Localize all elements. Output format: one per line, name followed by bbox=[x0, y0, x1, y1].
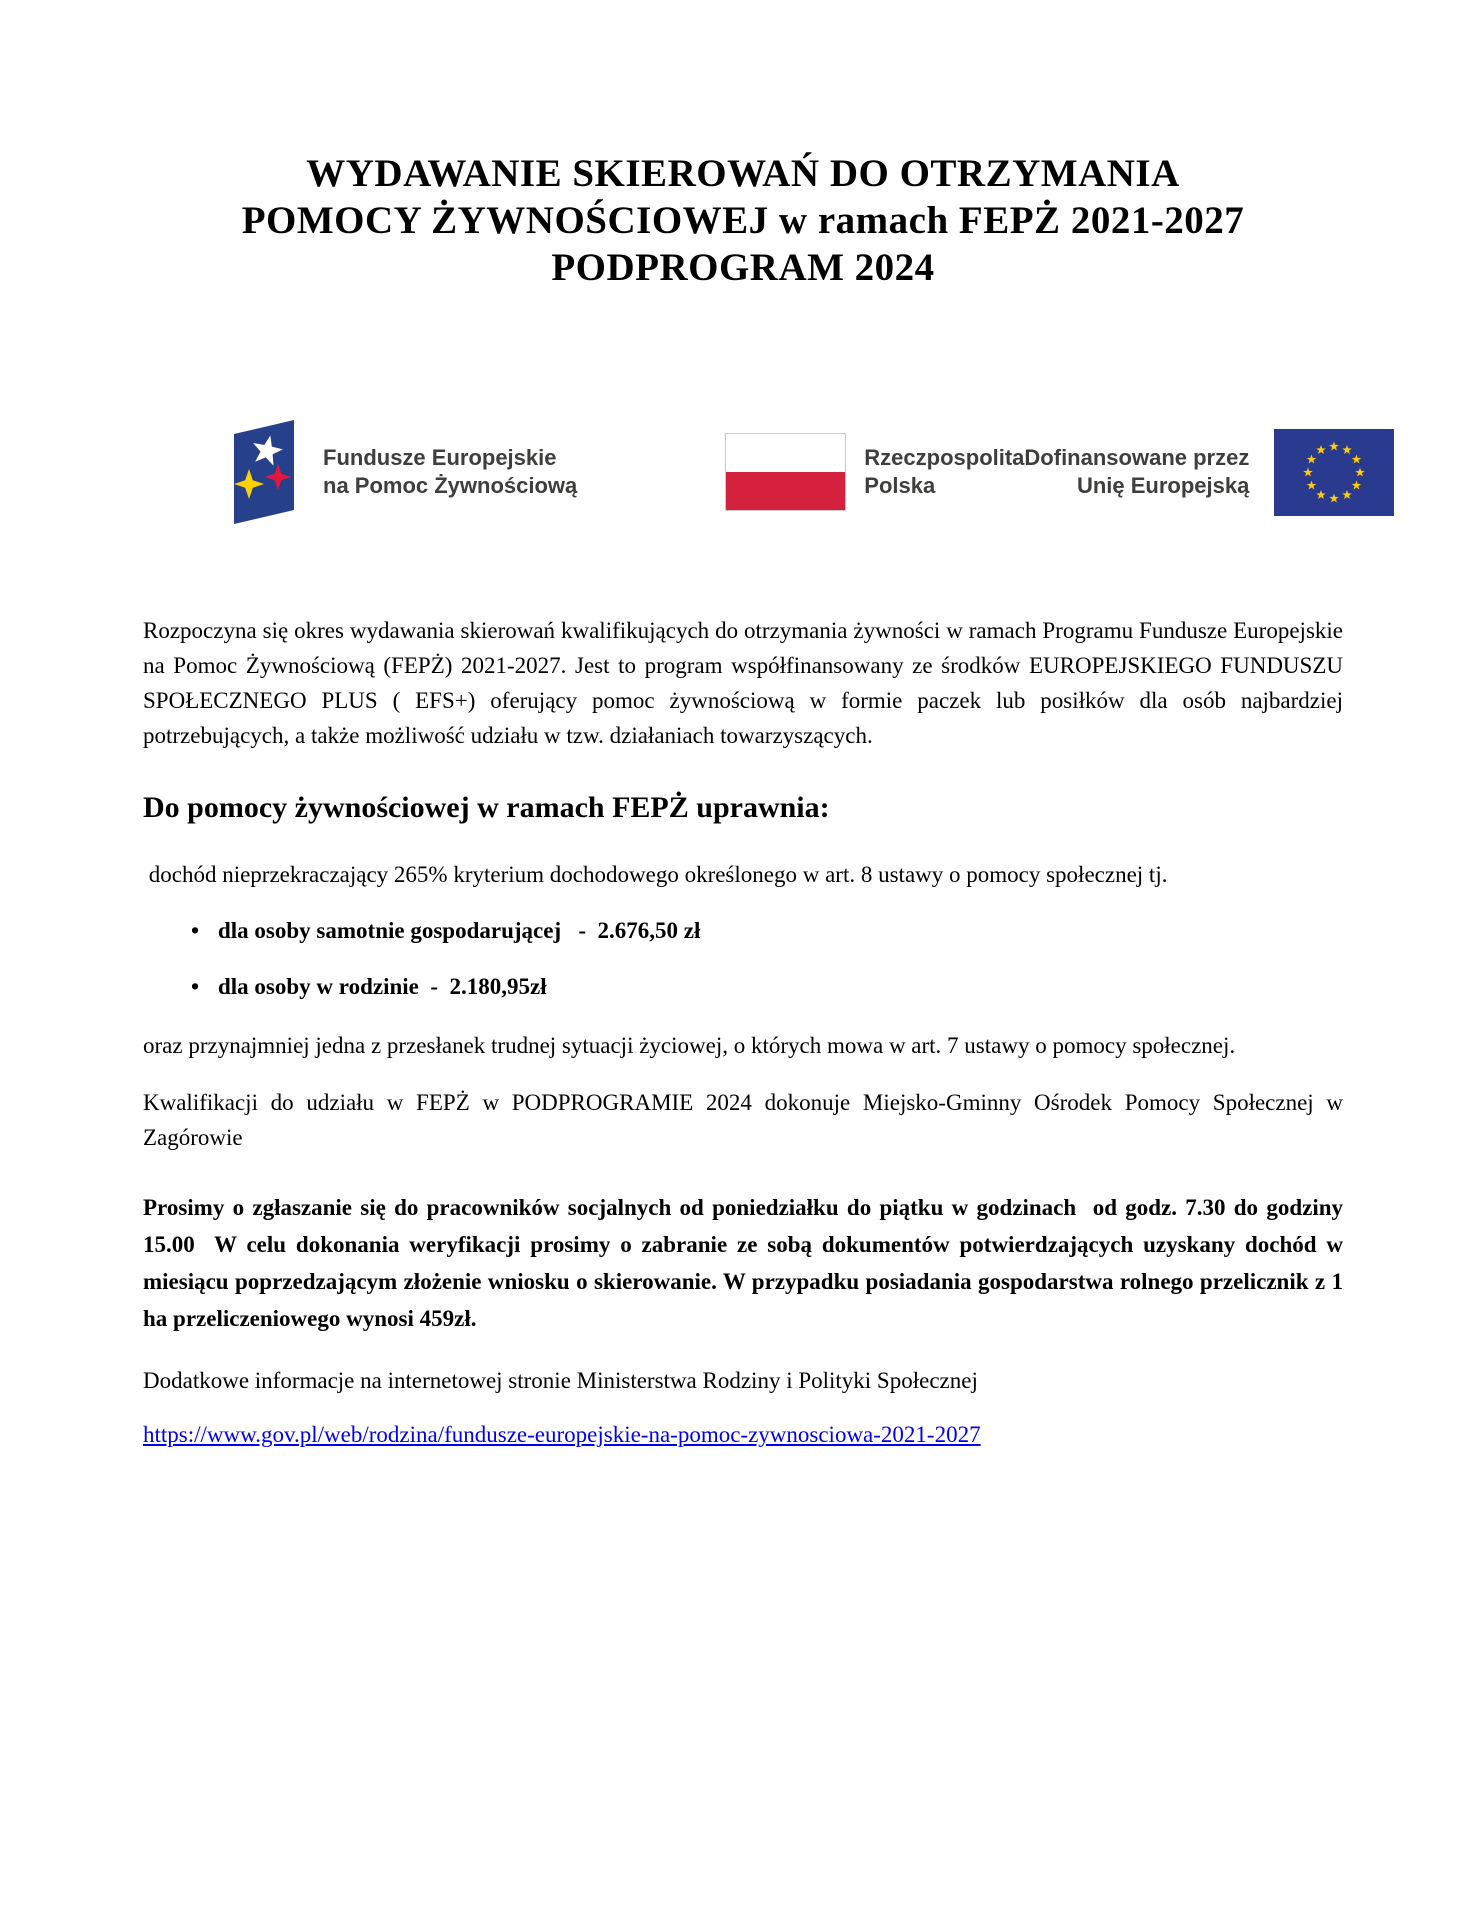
fe-label-line-1: Fundusze Europejskie bbox=[323, 445, 557, 470]
intro-paragraph: Rozpoczyna się okres wydawania skierowań kwalifikujących do otrzymania żywności w ramach Programu Fundusze Europejskie na Pomoc Żywnościową (FEPŻ) 2021-2027. Jest to program współfinansowany ze środków EUROPEJSKIEGO FUNDUSZU SPOŁECZNEGO PLUS ( EFS+) oferujący pomoc żywnościową w formie paczek lub posiłków dla osób najbardziej potrzebujących, a także możliwość udziału w tzw. działaniach towarzyszących. bbox=[143, 618, 1343, 748]
title-line-2: POMOCY ŻYWNOŚCIOWEJ w ramach FEPŻ 2021-2027 bbox=[241, 199, 1245, 242]
criteria-intro-paragraph: dochód nieprzekraczający 265% kryterium dochodowego określonego w art. 8 ustawy o pomocy społecznej tj. bbox=[143, 862, 1168, 887]
list-item bbox=[143, 972, 1343, 1002]
criterion-family-person: dla osoby w rodzinie - 2.180,95zł bbox=[218, 974, 547, 999]
fundusze-europejskie-logo-icon bbox=[233, 419, 295, 525]
fundusze-europejskie-label bbox=[323, 444, 577, 500]
pl-label-line-2: Polska bbox=[864, 473, 936, 498]
office-hours-notice: Prosimy o zgłaszanie się do pracowników socjalnych od poniedziałku do piątku w godzinach od godz. 7.30 do godziny 15.00 W celu dokonania weryfikacji prosimy o zabranie ze sobą dokumentów potwierdzających uzyskany dochód w miesiącu poprzedzającym złożenie wniosku o skierowanie. W przypadku posiadania gospodarstwa rolnego przelicznik z 1 ha przeliczeniowego wynosi 459zł. bbox=[143, 1195, 1343, 1331]
bullet-dot: • bbox=[191, 974, 200, 999]
additional-condition-paragraph: oraz przynajmniej jedna z przesłanek trudnej sytuacji życiowej, o których mowa w art. 7 ustawy o pomocy społecznej. bbox=[143, 1033, 1236, 1058]
income-criteria-list bbox=[143, 916, 1343, 1002]
criterion-single-person: dla osoby samotnie gospodarującej - 2.676,50 zł bbox=[218, 918, 701, 943]
funding-logos-row bbox=[143, 419, 1343, 525]
gov-website-link[interactable]: https://www.gov.pl/web/rodzina/fundusze-europejskie-na-pomoc-zywnosciowa-2021-2027 bbox=[143, 1422, 981, 1447]
eu-label-line-2: Unię Europejską bbox=[1076, 473, 1250, 498]
title-line-1: WYDAWANIE SKIEROWAŃ DO OTRZYMANIA bbox=[306, 152, 1180, 195]
gov-link-line bbox=[143, 1422, 1343, 1448]
pl-label-line-1: Rzeczpospolita bbox=[864, 445, 1025, 470]
qualification-paragraph: Kwalifikacji do udziału w FEPŻ w PODPROGRAMIE 2024 dokonuje Miejsko-Gminny Ośrodek Pomocy Społecznej w Zagórowie bbox=[143, 1090, 1343, 1150]
eu-flag-icon bbox=[1274, 429, 1394, 516]
title-line-3: PODPROGRAM 2024 bbox=[551, 246, 935, 289]
section-heading: Do pomocy żywnościowej w ramach FEPŻ uprawnia: bbox=[143, 791, 830, 824]
eu-label-line-1: Dofinansowane przez bbox=[1024, 445, 1250, 470]
bullet-dot: • bbox=[191, 918, 200, 943]
fe-label-line-2: na Pomoc Żywnościową bbox=[323, 473, 578, 498]
more-info-paragraph: Dodatkowe informacje na internetowej stronie Ministerstwa Rodziny i Polityki Społecznej bbox=[143, 1368, 978, 1393]
rzeczpospolita-polska-label bbox=[864, 444, 1024, 500]
poland-flag-icon bbox=[725, 433, 846, 511]
page-title bbox=[143, 150, 1343, 291]
list-item bbox=[143, 916, 1343, 946]
eu-funding-label bbox=[1024, 444, 1249, 500]
